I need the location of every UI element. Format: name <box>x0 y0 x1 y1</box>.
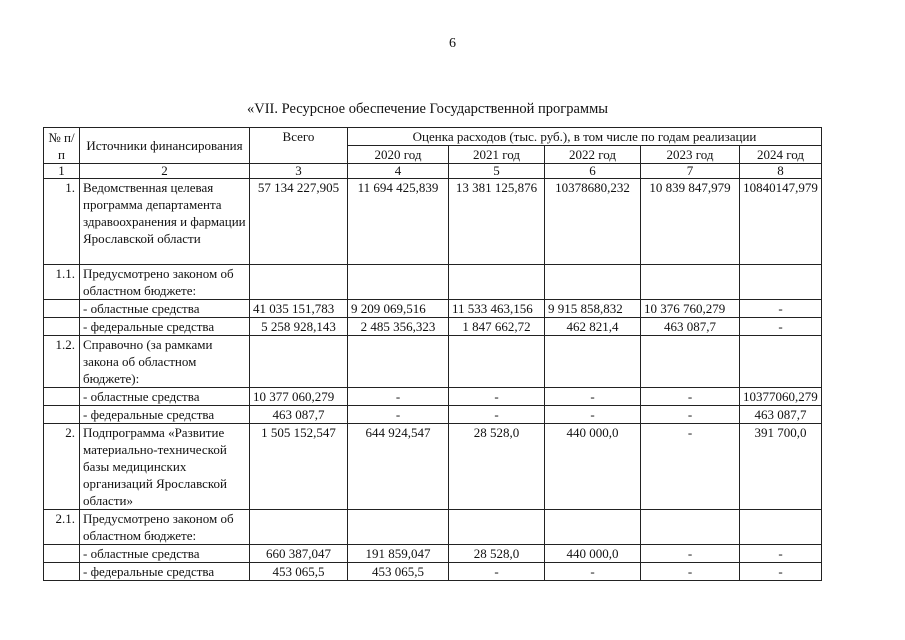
cell-value: - <box>449 563 545 581</box>
cell-value: 10378680,232 <box>545 179 641 265</box>
cell-value: - <box>740 318 822 336</box>
row-number <box>44 300 80 318</box>
table-row <box>44 563 822 581</box>
row-number: 2.1. <box>44 510 80 545</box>
cell-value: 191 859,047 <box>348 545 449 563</box>
row-source-name: Ведомственная целевая программа департамента здравоохранения и фармации Ярославской области <box>80 179 250 265</box>
cell-value <box>449 510 545 545</box>
cell-value: 463 087,7 <box>250 406 348 424</box>
cell-value <box>348 336 449 388</box>
cell-value <box>740 265 822 300</box>
table-row <box>44 265 822 300</box>
cell-value: 440 000,0 <box>545 545 641 563</box>
cell-value <box>545 336 641 388</box>
table-row <box>44 388 822 406</box>
row-number <box>44 563 80 581</box>
cell-value <box>348 510 449 545</box>
table-row <box>44 406 822 424</box>
cell-value: - <box>449 406 545 424</box>
cell-value <box>641 510 740 545</box>
cell-value: 2 485 356,323 <box>348 318 449 336</box>
header-total: Всего <box>250 128 348 164</box>
row-source-name: - федеральные средства <box>80 563 250 581</box>
cell-value: - <box>641 545 740 563</box>
cell-value <box>545 265 641 300</box>
row-source-name: - областные средства <box>80 545 250 563</box>
row-source-name: - областные средства <box>80 300 250 318</box>
header-year: 2021 год <box>449 146 545 164</box>
cell-value: 10840147,979 <box>740 179 822 265</box>
cell-value <box>641 336 740 388</box>
cell-value: 644 924,547 <box>348 424 449 510</box>
row-number <box>44 545 80 563</box>
col-number: 5 <box>449 164 545 179</box>
cell-value: - <box>641 388 740 406</box>
row-source-name: - федеральные средства <box>80 406 250 424</box>
cell-value: - <box>740 545 822 563</box>
cell-value: 28 528,0 <box>449 545 545 563</box>
row-source-name: Предусмотрено законом об областном бюджете: <box>80 265 250 300</box>
col-number: 7 <box>641 164 740 179</box>
cell-value: 463 087,7 <box>641 318 740 336</box>
cell-value: 9 209 069,516 <box>348 300 449 318</box>
cell-value <box>740 510 822 545</box>
resource-table <box>43 127 822 581</box>
col-number: 4 <box>348 164 449 179</box>
cell-value <box>348 265 449 300</box>
cell-value: 1 505 152,547 <box>250 424 348 510</box>
header-num: № п/п <box>44 128 80 164</box>
row-number <box>44 406 80 424</box>
row-number <box>44 388 80 406</box>
cell-value <box>449 265 545 300</box>
table-row <box>44 545 822 563</box>
col-number: 8 <box>740 164 822 179</box>
header-year: 2020 год <box>348 146 449 164</box>
cell-value: 11 694 425,839 <box>348 179 449 265</box>
cell-value: 440 000,0 <box>545 424 641 510</box>
cell-value <box>250 336 348 388</box>
col-number: 2 <box>80 164 250 179</box>
table-row <box>44 300 822 318</box>
table-row <box>44 510 822 545</box>
cell-value: - <box>641 563 740 581</box>
cell-value: 11 533 463,156 <box>449 300 545 318</box>
header-estimate: Оценка расходов (тыс. руб.), в том числе по годам реализации <box>348 128 822 146</box>
cell-value: 453 065,5 <box>250 563 348 581</box>
cell-value: 13 381 125,876 <box>449 179 545 265</box>
row-source-name: - областные средства <box>80 388 250 406</box>
cell-value: 10 377 060,279 <box>250 388 348 406</box>
cell-value: 41 035 151,783 <box>250 300 348 318</box>
cell-value <box>250 265 348 300</box>
cell-value: - <box>740 563 822 581</box>
cell-value: 463 087,7 <box>740 406 822 424</box>
col-number: 1 <box>44 164 80 179</box>
cell-value: 462 821,4 <box>545 318 641 336</box>
cell-value: - <box>740 300 822 318</box>
cell-value: - <box>545 563 641 581</box>
table-row <box>44 336 822 388</box>
cell-value: 10377060,279 <box>740 388 822 406</box>
page-number: 6 <box>449 36 456 51</box>
cell-value: 9 915 858,832 <box>545 300 641 318</box>
row-source-name: Справочно (за рамками закона об областном бюджете): <box>80 336 250 388</box>
row-source-name: Подпрограмма «Развитие материально-технической базы медицинских организаций Ярославской области» <box>80 424 250 510</box>
row-number: 1.1. <box>44 265 80 300</box>
cell-value: 5 258 928,143 <box>250 318 348 336</box>
header-year: 2023 год <box>641 146 740 164</box>
row-number: 1. <box>44 179 80 265</box>
cell-value: 1 847 662,72 <box>449 318 545 336</box>
cell-value: - <box>348 388 449 406</box>
cell-value: 28 528,0 <box>449 424 545 510</box>
cell-value: 391 700,0 <box>740 424 822 510</box>
table-row <box>44 179 822 265</box>
cell-value <box>641 265 740 300</box>
cell-value: 10 376 760,279 <box>641 300 740 318</box>
cell-value: 453 065,5 <box>348 563 449 581</box>
col-number: 6 <box>545 164 641 179</box>
col-number: 3 <box>250 164 348 179</box>
header-year: 2022 год <box>545 146 641 164</box>
cell-value: - <box>641 406 740 424</box>
table-row <box>44 318 822 336</box>
cell-value <box>449 336 545 388</box>
cell-value: - <box>545 388 641 406</box>
row-source-name: Предусмотрено законом об областном бюджете: <box>80 510 250 545</box>
document-title: «VII. Ресурсное обеспечение Государственной программы <box>247 101 609 117</box>
row-number: 2. <box>44 424 80 510</box>
cell-value: - <box>641 424 740 510</box>
cell-value <box>545 510 641 545</box>
cell-value: - <box>545 406 641 424</box>
cell-value: - <box>449 388 545 406</box>
cell-value: 660 387,047 <box>250 545 348 563</box>
header-year: 2024 год <box>740 146 822 164</box>
cell-value: 57 134 227,905 <box>250 179 348 265</box>
row-source-name: - федеральные средства <box>80 318 250 336</box>
table-row <box>44 424 822 510</box>
table-body <box>44 179 822 581</box>
cell-value <box>740 336 822 388</box>
cell-value: - <box>348 406 449 424</box>
cell-value: 10 839 847,979 <box>641 179 740 265</box>
cell-value <box>250 510 348 545</box>
row-number <box>44 318 80 336</box>
header-source: Источники финансирования <box>80 128 250 164</box>
row-number: 1.2. <box>44 336 80 388</box>
